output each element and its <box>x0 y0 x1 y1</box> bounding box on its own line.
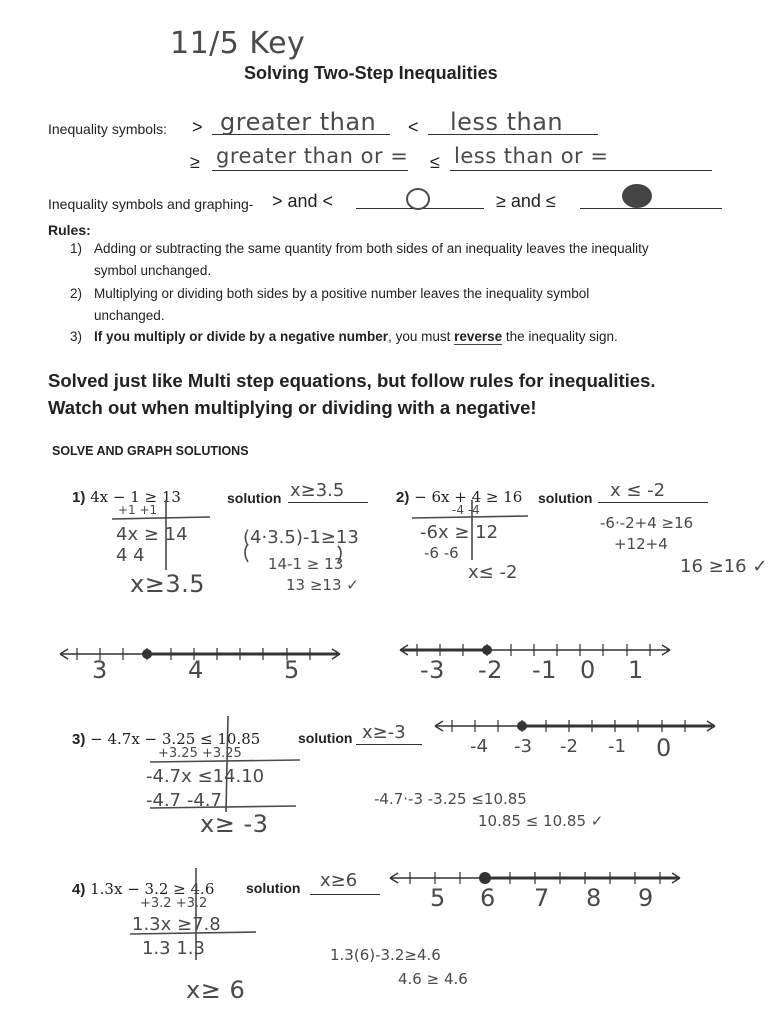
rule-1-line2: symbol unchanged. <box>94 263 212 278</box>
problem-4-check-0: 1.3(6)-3.2≥4.6 <box>330 946 441 964</box>
le-answer: less than or = <box>454 144 609 168</box>
problem-4-work-1: 1.3x ≥7.8 <box>132 914 221 935</box>
numberline-4-label-1: 6 <box>480 884 496 912</box>
rule-3-bold: If you multiply or divide by a negative number <box>94 329 389 344</box>
problem-1-check-1: 14-1 ≥ 13 <box>268 555 344 573</box>
numberline-1-label-0: 3 <box>92 656 108 684</box>
numberline-2-label-1: -2 <box>478 656 503 684</box>
numberline-2-label-0: -3 <box>420 656 445 684</box>
problem-3-work-1: -4.7x ≤14.10 <box>146 766 265 787</box>
problem-2-expr: − 6x + 4 ≥ 16 <box>414 488 523 506</box>
problem-1-check-0: (4·3.5)-1≥13 <box>243 527 359 548</box>
lt-symbol: < <box>408 117 419 137</box>
problem-4-work-0: +3.2 +3.2 <box>140 896 208 911</box>
numberline-3-label-0: -4 <box>470 736 488 757</box>
rule-2-num: 2) <box>70 286 83 301</box>
rule-3-num: 3) <box>70 329 83 344</box>
graphing-label: Inequality symbols and graphing- <box>48 196 254 212</box>
numberline-4-label-2: 7 <box>534 884 550 912</box>
problem-3-answer: x≥-3 <box>362 722 406 743</box>
inclusive-symbols: ≥ and ≤ <box>496 191 556 211</box>
rule-1-line1: Adding or subtracting the same quantity from both sides of an inequality leaves the inequality <box>94 241 649 256</box>
problem-4-expr: 1.3x − 3.2 ≥ 4.6 <box>90 880 215 898</box>
problem-3-expr: − 4.7x − 3.25 ≤ 10.85 <box>90 730 261 748</box>
lt-answer: less than <box>450 108 564 136</box>
problem-4-check-1: 4.6 ≥ 4.6 <box>398 970 468 988</box>
rule-2-line1: Multiplying or dividing both sides by a positive number leaves the inequality symbol <box>94 286 590 301</box>
callout-line2: Watch out when multiplying or dividing with a negative! <box>48 397 537 418</box>
problem-3-work-2: -4.7 -4.7 <box>146 790 222 811</box>
problem-3-work-0: +3.25 +3.25 <box>158 746 242 761</box>
problem-2-check-0: -6·-2+4 ≥16 <box>600 514 694 532</box>
gt-answer: greater than <box>220 108 377 136</box>
rules-heading: Rules: <box>48 222 91 238</box>
numberline-4-label-4: 9 <box>638 884 654 912</box>
problem-1-solution-label: solution <box>227 490 282 506</box>
rule-3-emph: reverse <box>454 329 503 344</box>
problem-2-check-2: 16 ≥16 ✓ <box>680 556 768 577</box>
problem-2-work-0: -4 -4 <box>452 503 480 517</box>
symbols-label: Inequality symbols: <box>48 121 168 137</box>
problem-1-check-2: 13 ≥13 ✓ <box>286 576 359 594</box>
problem-3-check-1: 10.85 ≤ 10.85 ✓ <box>478 812 604 830</box>
numberline-1-label-2: 5 <box>284 656 300 684</box>
problem-1-num: 1) <box>72 489 86 506</box>
numberline-3-label-3: -1 <box>608 736 626 757</box>
rule-1-num: 1) <box>70 241 83 256</box>
numberline-2-label-2: -1 <box>532 656 557 684</box>
le-symbol: ≤ <box>430 152 440 172</box>
problem-2-work-3: x≤ -2 <box>468 562 518 583</box>
numberline-2-label-3: 0 <box>580 656 596 684</box>
callout-line1: Solved just like Multi step equations, but follow rules for inequalities. <box>48 370 656 391</box>
problem-2-check-1: +12+4 <box>614 535 668 553</box>
problem-4-num: 4) <box>72 881 86 898</box>
problem-1-expr: 4x − 1 ≥ 13 <box>90 488 181 506</box>
problem-3-solution-label: solution <box>298 730 353 746</box>
problem-4-work-2: 1.3 1.3 <box>142 938 205 959</box>
numberline-4-label-3: 8 <box>586 884 602 912</box>
rule-3-mid: , you must <box>388 329 455 344</box>
gt-symbol: > <box>192 117 203 137</box>
ge-answer: greater than or = <box>216 144 409 168</box>
numberline-1-label-1: 4 <box>188 656 204 684</box>
problem-3-check-0: -4.7·-3 -3.25 ≤10.85 <box>374 790 527 808</box>
problem-2-work-2: -6 -6 <box>424 544 459 562</box>
numberline-3-label-4: 0 <box>656 734 672 762</box>
problem-3-work-3: x≥ -3 <box>200 810 269 838</box>
numberline-4-label-0: 5 <box>430 884 446 912</box>
section-title: SOLVE AND GRAPH SOLUTIONS <box>52 444 249 458</box>
problem-1-work-3: x≥3.5 <box>130 570 205 598</box>
problem-2-num: 2) <box>396 489 410 506</box>
rule-3-end: the inequality sign. <box>502 329 618 344</box>
problem-2-solution-label: solution <box>538 490 593 506</box>
strict-symbols: > and < <box>272 191 334 211</box>
rule-2-line2: unchanged. <box>94 308 165 323</box>
problem-1-answer: x≥3.5 <box>290 480 345 501</box>
date-note: 11/5 Key <box>170 26 306 61</box>
page-title: Solving Two-Step Inequalities <box>244 63 498 83</box>
problem-3-num: 3) <box>72 731 86 748</box>
problem-1-work-0: +1 +1 <box>118 503 158 517</box>
problem-2-work-1: -6x ≥ 12 <box>420 522 499 543</box>
problem-2-answer: x ≤ -2 <box>610 480 666 501</box>
ge-symbol: ≥ <box>190 152 200 172</box>
problem-4-solution-label: solution <box>246 880 301 896</box>
numberline-3-label-1: -3 <box>514 736 532 757</box>
problem-1-work-2: 4 4 <box>116 545 145 566</box>
numberline-2-label-4: 1 <box>628 656 644 684</box>
problem-4-answer: x≥6 <box>320 870 358 891</box>
problem-4-work-3: x≥ 6 <box>186 976 246 1004</box>
problem-1-work-1: 4x ≥ 14 <box>116 524 188 545</box>
numberline-3-label-2: -2 <box>560 736 578 757</box>
